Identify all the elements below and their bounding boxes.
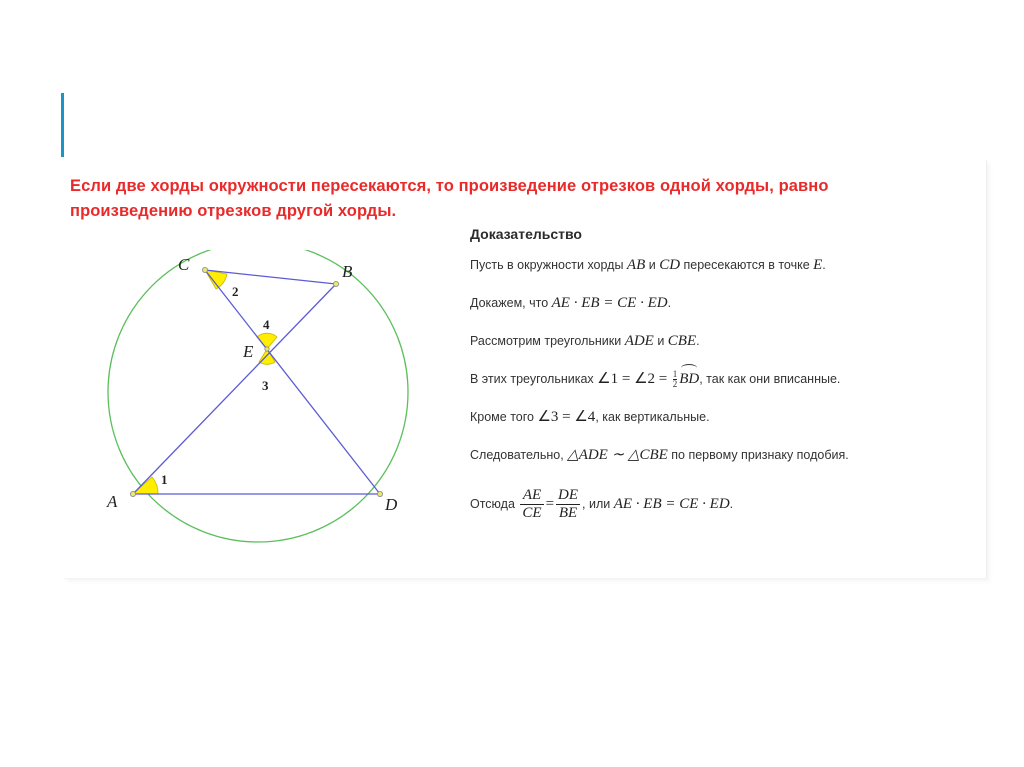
- fraction-one-half: [673, 370, 678, 389]
- proof-line-2: [470, 293, 970, 331]
- math-cd: CD: [659, 257, 681, 273]
- math-cbe: CBE: [667, 333, 697, 349]
- math-vertical-angles: ∠3 = ∠4: [537, 409, 596, 425]
- proof-line-7-text-a: Отсюда: [470, 496, 519, 511]
- point-b-dot: [333, 281, 338, 286]
- theorem-line-2: произведению отрезков другой хорды.: [70, 202, 397, 220]
- math-e: E: [813, 257, 823, 273]
- math-product-equality: AE · EB = CE · ED: [551, 295, 668, 311]
- proof-line-1-text-d: .: [822, 258, 826, 272]
- math-ade: ADE: [624, 333, 654, 349]
- point-a-dot: [130, 491, 135, 496]
- proof-line-4-text-a: В этих треугольниках: [470, 372, 598, 386]
- circle: [108, 250, 408, 542]
- proof-title: Доказательство: [470, 226, 582, 242]
- fraction-ce: CE: [522, 505, 542, 521]
- proof-line-5-text-a: Кроме того: [470, 410, 538, 424]
- label-e: E: [243, 342, 254, 361]
- math-bd: BD: [679, 371, 700, 387]
- label-angle-2: 2: [232, 284, 239, 299]
- proof-line-1-text-c: пересекаются в точке: [680, 258, 814, 272]
- proof-line-2-text-a: Докажем, что: [470, 296, 552, 310]
- label-a: A: [107, 492, 118, 511]
- chord-ab: [133, 284, 336, 494]
- proof-line-1-text-b: и: [645, 258, 660, 272]
- proof-line-6: [470, 445, 970, 483]
- proof-line-6-text-b: по первому признаку подобия.: [667, 448, 849, 462]
- math-ab: AB: [626, 257, 646, 273]
- proof-line-1-text-a: Пусть в окружности хорды: [470, 258, 627, 272]
- theorem-statement: [70, 174, 980, 224]
- proof-line-3-text-b: и: [653, 334, 668, 348]
- proof-section: [470, 226, 970, 525]
- proof-line-5-text-b: , как вертикальные.: [595, 410, 710, 424]
- label-angle-4: 4: [263, 317, 270, 332]
- proof-line-1: [470, 255, 970, 293]
- proof-line-2-text-b: .: [667, 296, 672, 310]
- arc-symbol: [681, 364, 697, 372]
- theorem-line-1: Если две хорды окружности пересекаются, то произведение отрезков одной хорды, равно: [70, 177, 829, 195]
- fraction-de-be: [556, 487, 580, 522]
- arc-bd: [679, 369, 699, 389]
- label-b: B: [342, 262, 353, 281]
- title-accent-bar: [61, 93, 64, 157]
- math-conclusion: AE · EB = CE · ED: [613, 495, 730, 512]
- fraction-de: DE: [558, 487, 579, 503]
- proof-line-4: [470, 369, 970, 407]
- point-d-dot: [377, 491, 382, 496]
- point-c-dot: [202, 267, 207, 272]
- proof-line-3-text-a: Рассмотрим треугольники: [470, 334, 625, 348]
- proof-line-4-text-b: , так как они вписанные.: [699, 372, 841, 386]
- fraction-be: BE: [556, 504, 580, 522]
- proof-line-7-text-c: .: [729, 496, 734, 511]
- fraction-ae: AE: [522, 487, 542, 503]
- proof-line-5: [470, 407, 970, 445]
- math-equals: =: [545, 495, 555, 512]
- math-similarity: △ADE ∼ △CBE: [567, 447, 668, 463]
- proof-line-3: [470, 331, 970, 369]
- label-angle-1: 1: [161, 472, 168, 487]
- point-e-dot: [265, 347, 269, 351]
- proof-line-6-text-a: Следовательно,: [470, 448, 568, 462]
- math-angle-equality: ∠1 = ∠2 =: [597, 371, 668, 387]
- proof-line-7: [470, 487, 970, 525]
- proof-line-7-text-b: , или: [582, 496, 614, 511]
- chords-figure: [95, 250, 425, 570]
- fraction-num: 1: [672, 369, 678, 380]
- chord-cd: [205, 270, 380, 494]
- proof-line-3-text-c: .: [696, 334, 700, 348]
- fraction-den: 2: [672, 379, 678, 390]
- fraction-ae-ce: [520, 487, 543, 522]
- label-angle-3: 3: [262, 378, 269, 393]
- label-c: C: [178, 255, 190, 274]
- angle-2-marker: [205, 270, 227, 289]
- label-d: D: [385, 495, 398, 514]
